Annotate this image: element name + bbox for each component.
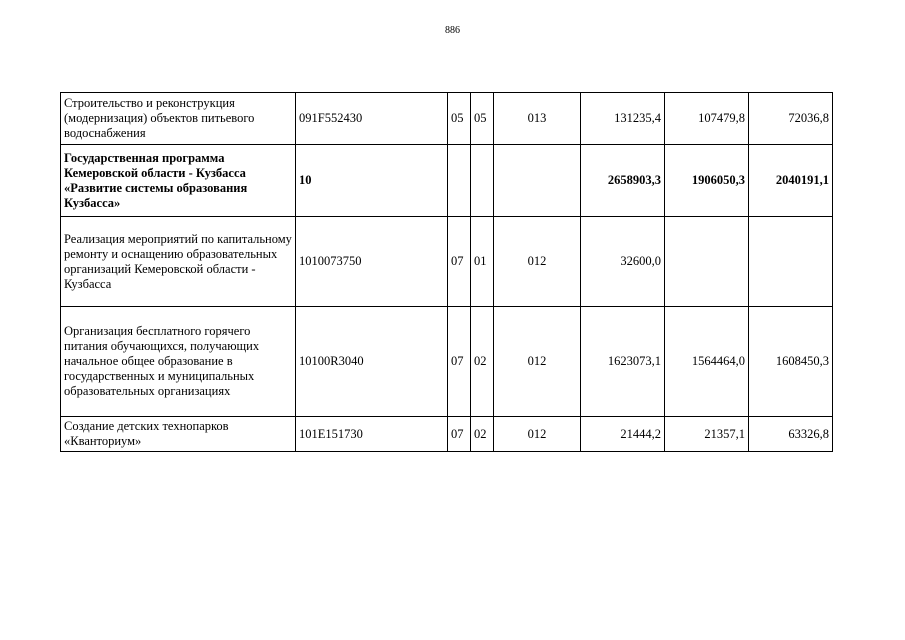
row-year2-amount [665, 217, 749, 307]
row-year2-amount: 1906050,3 [665, 145, 749, 217]
row-section: 07 [448, 417, 471, 452]
row-year3-amount: 63326,8 [749, 417, 833, 452]
row-group: 013 [494, 93, 581, 145]
row-code: 10 [296, 145, 448, 217]
page-number: 886 [445, 25, 460, 36]
table-row [61, 145, 833, 217]
row-group [494, 145, 581, 217]
table-row [61, 417, 833, 452]
row-subsection: 01 [471, 217, 494, 307]
row-group: 012 [494, 217, 581, 307]
row-code: 10100R3040 [296, 307, 448, 417]
row-year3-amount: 2040191,1 [749, 145, 833, 217]
row-code: 1010073750 [296, 217, 448, 307]
table-row [61, 93, 833, 145]
row-group: 012 [494, 307, 581, 417]
row-section [448, 145, 471, 217]
row-name: Организация бесплатного горячего питания обучающихся, получающих начальное общее образование в государственных и муниципальных образовательных организациях [61, 307, 296, 417]
row-year2-amount: 21357,1 [665, 417, 749, 452]
row-subsection [471, 145, 494, 217]
row-name: Государственная программа Кемеровской области - Кузбасса «Развитие системы образования Кузбасса» [61, 145, 296, 217]
row-code: 091F552430 [296, 93, 448, 145]
row-year3-amount: 1608450,3 [749, 307, 833, 417]
row-group: 012 [494, 417, 581, 452]
row-section: 07 [448, 217, 471, 307]
row-year1-amount: 32600,0 [581, 217, 665, 307]
row-year3-amount [749, 217, 833, 307]
row-year3-amount: 72036,8 [749, 93, 833, 145]
row-year1-amount: 21444,2 [581, 417, 665, 452]
row-year1-amount: 2658903,3 [581, 145, 665, 217]
row-subsection: 02 [471, 417, 494, 452]
row-year2-amount: 107479,8 [665, 93, 749, 145]
table-row [61, 217, 833, 307]
row-year1-amount: 1623073,1 [581, 307, 665, 417]
table-row [61, 307, 833, 417]
row-code: 101E151730 [296, 417, 448, 452]
row-year2-amount: 1564464,0 [665, 307, 749, 417]
row-name: Создание детских технопарков «Кванториум» [61, 417, 296, 452]
row-subsection: 02 [471, 307, 494, 417]
row-name: Строительство и реконструкция (модернизация) объектов питьевого водоснабжения [61, 93, 296, 145]
row-name: Реализация мероприятий по капитальному ремонту и оснащению образовательных организаций Кемеровской области - Кузбасса [61, 217, 296, 307]
row-section: 05 [448, 93, 471, 145]
budget-table [60, 92, 833, 452]
row-subsection: 05 [471, 93, 494, 145]
row-section: 07 [448, 307, 471, 417]
row-year1-amount: 131235,4 [581, 93, 665, 145]
